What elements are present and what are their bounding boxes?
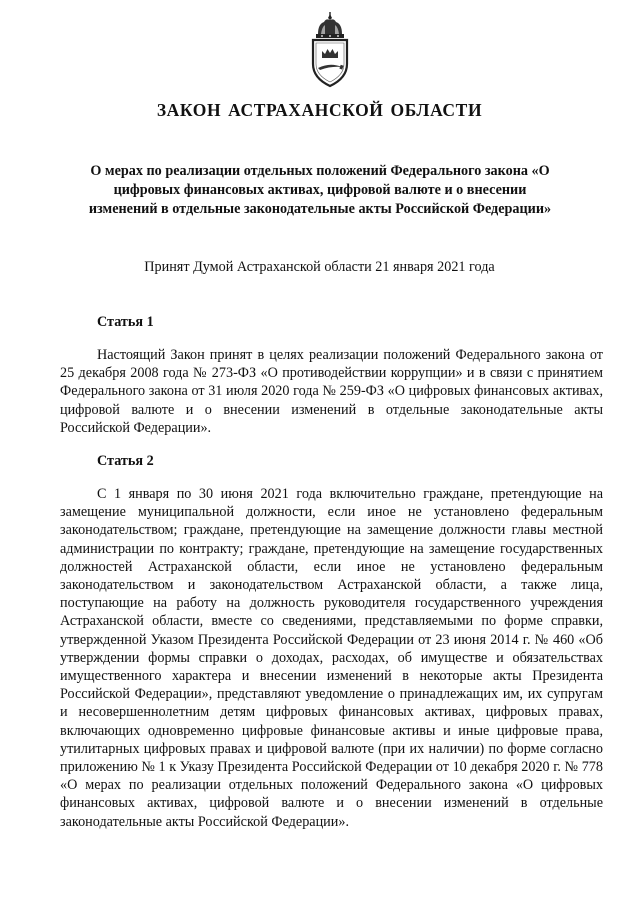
adoption-note: Принят Думой Астраханской области 21 января 2021 года: [144, 259, 495, 275]
coat-of-arms-emblem: [304, 12, 356, 88]
law-title: ЗАКОН АСТРАХАНСКОЙ ОБЛАСТИ: [156, 100, 483, 120]
article-2-heading: Статья 2: [97, 453, 154, 469]
article-2-text: С 1 января по 30 июня 2021 года включительно граждане, претендующие на замещение муниципальной должности, если иное не установлено федеральным законодательством; граждане, претендующие на замещение должности главы местной администрации по контракту; граждане, претендующие на замещение государственных должностей Астраханской области, если иное не установлено федеральным законодательством и законодательством Астраханской области, а также лица, поступающие на работу на должность руководителя государственного учреждения Астраханской области, вместе со сведениями, представляемыми по форме справки, утвержденной Указом Президента Российской Федерации от 23 июня 2014 г. № 460 «Об утверждении формы справки о доходах, расходах, об имуществе и обязательствах имущественного характера и внесении изменений в некоторые акты Президента Российской Федерации», представляют уведомление о принадлежащих им, их супругам и несовершеннолетним детям цифровых финансовых активах, цифровых правах, включающих одновременно цифровые финансовые активы и иные цифровые права, утилитарных цифровых правах и цифровой валюте (при их наличии) по форме согласно приложению № 1 к Указу Президента Российской Федерации от 10 декабря 2020 г. № 778 «О мерах по реализации отдельных положений Федерального закона «О цифровых финансовых активах, цифровой валюте и о внесении изменений в отдельные законодательные акты Российской Федерации».: [60, 486, 603, 830]
article-1-text: Настоящий Закон принят в целях реализации положений Федерального закона от 25 декабря 2008 года № 273-ФЗ «О противодействии коррупции» и в связи с принятием Федерального закона от 31 июля 2020 года № 259-ФЗ «О цифровых финансовых активах, цифровой валюте и о внесении изменений в отдельные законодательные акты Российской Федерации».: [60, 347, 603, 436]
law-subject: О мерах по реализации отдельных положений Федерального закона «О цифровых финансовых активах, цифровой валюте и о внесении изменений в отдельные законодательные акты Российской Федерации»: [88, 163, 552, 217]
article-1-heading: Статья 1: [97, 314, 154, 330]
